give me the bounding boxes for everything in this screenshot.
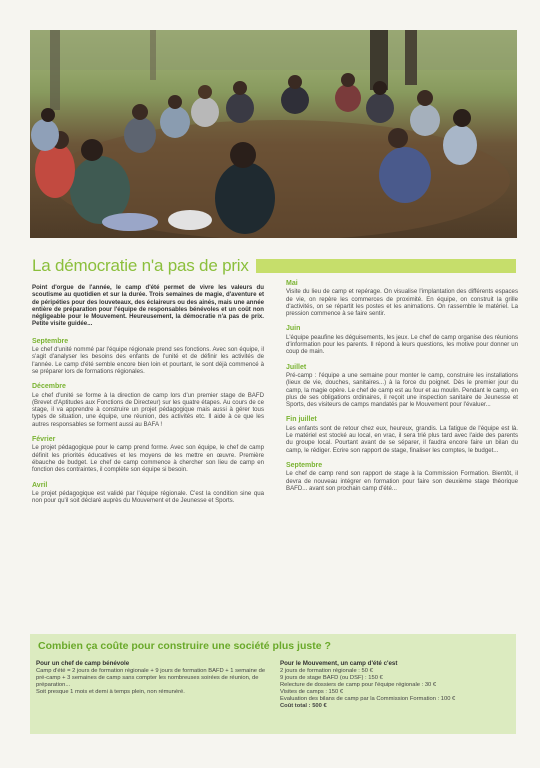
section-text: Le projet pédagogique pour le camp prend forme. Avec son équipe, le chef de camp définit les priorités éducatives et les moyens de les mettre en œuvre. Première ébauche de budget. Le chef de camp commence à chercher son lieu de camp en fonction des contraintes, il complète son équipe si besoin. xyxy=(32,444,264,474)
movement-cost-line: 9 jours de stage BAFD (ou DSF) : 150 € xyxy=(280,675,383,681)
intro-paragraph: Point d'orgue de l'année, le camp d'été permet de vivre les valeurs du scoutisme au quotidien et sur la durée. Trois semaines de magie, d'aventure et de péripéties pour des louveteaux, des éclaireurs ou des ainés, mais une année entière de préparation pour l'équipe de responsables bénévoles et un coût non négligeable pour le Mouvement. Heureusement, la démocratie n'a pas de prix. Petite visite guidée... xyxy=(32,284,264,328)
section-heading: Février xyxy=(32,436,56,444)
timeline-section xyxy=(286,280,518,317)
section-heading: Septembre xyxy=(286,461,323,469)
section-text: Le chef de camp rend son rapport de stage à la Commission Formation. Bientôt, il devra de nouveau intégrer en formation pour faire son deuxième stage théorique BAFD... avant son prochain camp d'été... xyxy=(286,470,518,492)
movement-cost-heading: Pour le Mouvement, un camp d'été c'est xyxy=(280,660,398,667)
right-column xyxy=(286,280,518,500)
section-text: Le chef d'unité nommé par l'équipe régionale prend ses fonctions. Avec son équipe, il s'agit d'analyser les besoins des enfants de l'unité et de définir les activités de l'année. Le camp d'été semble encore bien loin et pourtant, le sont déjà commencé à se préparer lors de formations régionales. xyxy=(32,346,264,375)
section-text: L'équipe peaufine les déguisements, les jeux. Le chef de camp organise des réunions d'information pour les parents. Il répond à leurs questions, les motive pour donner un coup de main. xyxy=(286,333,518,356)
movement-cost-line: 2 jours de formation régionale : 50 € xyxy=(280,668,373,674)
timeline-section xyxy=(32,338,264,375)
section-text: Le projet pédagogique est validé par l'équipe régionale. C'est la condition sine qua non pour qu'il soit déclaré auprès du Mouvement et de Jeunesse et Sports. xyxy=(32,489,264,505)
section-text: Le chef d'unité se forme à la direction de camp lors d'un premier stage de BAFD (Brevet d'Aptitudes aux Fonctions de Directeur) sur les quatre étapes. Au cours de ce stage, il va apprendre à construire un projet pédagogique mais aussi à gérer tous types de situation, une équipe, une réunion, des activités etc. Il aide à ce que les autres responsables se forment aussi au BAFA ! xyxy=(32,391,264,428)
movement-cost-line: Evaluation des bilans de camp par la Commission Formation : 100 € xyxy=(280,696,456,702)
timeline-section xyxy=(32,436,264,473)
section-heading: Fin juillet xyxy=(286,416,317,424)
timeline-section xyxy=(286,416,518,453)
movement-cost-line: Relecture de dossiers de camp pour l'équipe régionale : 30 € xyxy=(280,682,437,688)
cost-box xyxy=(30,634,516,734)
volunteer-cost-line: Soit presque 1 mois et demi à temps plein, non rémunéré. xyxy=(36,689,185,695)
section-heading: Mai xyxy=(286,280,298,287)
volunteer-cost-line: Camp d'été = 2 jours de formation régionale + 9 jours de formation BAFD + 1 semaine de pré-camp + 3 semaines de camp sans compter les nombreuses soirées de réunion, de préparation... xyxy=(36,668,266,688)
section-heading: Avril xyxy=(32,481,48,489)
total-cost: Coût total : 500 € xyxy=(280,703,327,709)
group-photo xyxy=(30,30,517,238)
timeline-section xyxy=(286,325,518,355)
article-title: La démocratie n'a pas de prix xyxy=(32,256,249,275)
section-heading: Juillet xyxy=(286,363,307,371)
movement-cost-line: Visites de camps : 150 € xyxy=(280,689,344,695)
section-heading: Septembre xyxy=(32,337,69,345)
left-column xyxy=(32,284,264,512)
section-heading: Décembre xyxy=(32,383,66,391)
cost-box-title: Combien ça coûte pour construire une société plus juste ? xyxy=(38,640,331,652)
movement-cost-column xyxy=(280,660,512,710)
timeline-section xyxy=(32,482,264,505)
timeline-section xyxy=(32,383,264,428)
section-text: Pré-camp : l'équipe a une semaine pour monter le camp, construire les installations (lieux de vie, douches, sanitaires...) à la force du poignet. Dès le premier jour du camp, la magie opère. Le chef de camp est au four et au moulin. Pendant le camp, en plus de ses obligations ordinaires, il reçoit une inspection sanitaire de Jeunesse et Sports, des visiteurs de camps mandatés par le Mouvement pour l'évaluer... xyxy=(286,371,518,409)
section-text: Les enfants sont de retour chez eux, heureux, grandis. La fatigue de l'équipe est là. Le matériel est stocké au local, en vrac, il sera trié plus tard avec l'aide des parents du groupe local. Pourtant avant de se séparer, il faudra encore faire un bilan du camp, le rédiger. Ecrire son rapport de stage, finaliser les comptes, le budget... xyxy=(286,424,518,454)
section-heading: Juin xyxy=(286,325,301,333)
title-accent-bar xyxy=(256,259,516,273)
timeline-section xyxy=(286,462,518,492)
section-text: Visite du lieu de camp et repérage. On visualise l'implantation des différents espaces de vie, on repère les commerces de proximité. En équipe, on construit la grille d'activités, on se répartit les postes et les animations. On rassemble le matériel. La pression commence à se faire sentir. xyxy=(286,288,518,318)
volunteer-cost-heading: Pour un chef de camp bénévole xyxy=(36,660,130,667)
timeline-section xyxy=(286,364,518,409)
volunteer-cost-column xyxy=(36,660,268,696)
